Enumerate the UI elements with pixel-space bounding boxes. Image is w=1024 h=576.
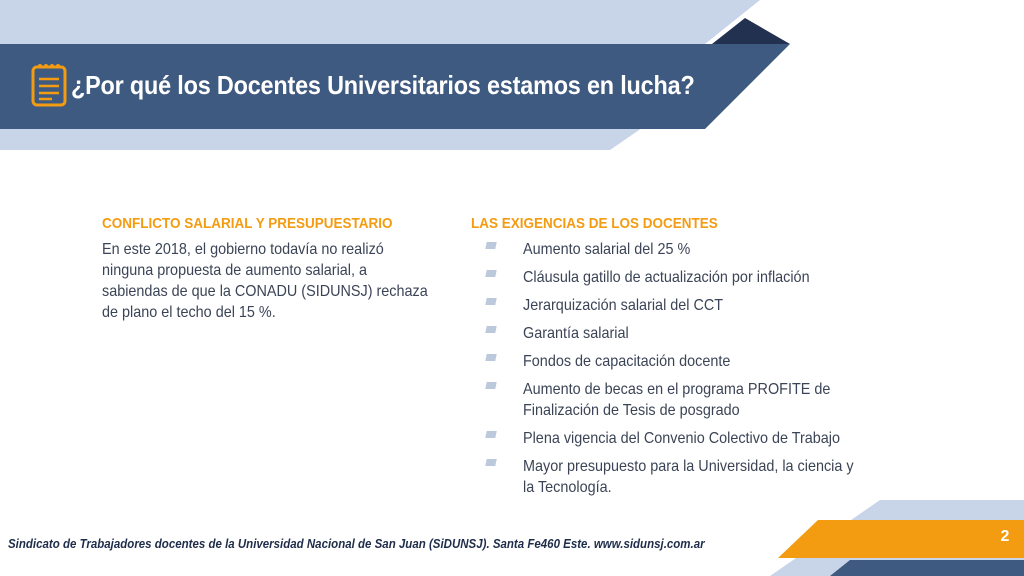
salary-conflict-paragraph: En este 2018, el gobierno todavía no realizó ninguna propuesta de aumento salarial, a sabiendas de que la CONADU (SIDUNSJ) rechaza de plano el techo del 15 %. xyxy=(102,241,428,321)
bullet-icon xyxy=(485,431,496,438)
footer-text: Sindicato de Trabajadores docentes de la Universidad Nacional de San Juan (SiDUNSJ). Santa Fe460 Este. www.sidunsj.com.ar xyxy=(8,537,705,551)
notepad-icon xyxy=(30,62,68,108)
bullet-icon xyxy=(485,459,496,466)
list-item: Fondos de capacitación docente xyxy=(471,351,871,372)
bullet-icon xyxy=(485,382,496,389)
bullet-icon xyxy=(485,354,496,361)
list-item: Aumento de becas en el programa PROFITE de Finalización de Tesis de posgrado xyxy=(471,379,871,421)
slide-title: ¿Por qué los Docentes Universitarios estamos en lucha? xyxy=(71,70,695,100)
list-item: Cláusula gatillo de actualización por inflación xyxy=(471,267,871,288)
list-item: Mayor presupuesto para la Universidad, la ciencia y la Tecnología. xyxy=(471,456,871,498)
header-light-bottom-band xyxy=(0,128,642,150)
bullet-icon xyxy=(485,270,496,277)
bullet-icon xyxy=(485,242,496,249)
header-light-band xyxy=(0,0,760,44)
salary-conflict-section xyxy=(102,215,442,323)
list-item: Aumento salarial del 25 % xyxy=(471,239,871,260)
list-item: Plena vigencia del Convenio Colectivo de Trabajo xyxy=(471,428,871,449)
list-item: Jerarquización salarial del CCT xyxy=(471,295,871,316)
bullet-icon xyxy=(485,298,496,305)
demands-section xyxy=(471,215,871,505)
list-item: Garantía salarial xyxy=(471,323,871,344)
demands-list xyxy=(471,239,871,498)
bullet-icon xyxy=(485,326,496,333)
salary-conflict-heading: CONFLICTO SALARIAL Y PRESUPUESTARIO xyxy=(102,215,393,232)
page-number-tab xyxy=(778,520,1024,558)
demands-heading: LAS EXIGENCIAS DE LOS DOCENTES xyxy=(471,215,718,232)
footer-dark-shape xyxy=(830,560,1024,576)
page-number: 2 xyxy=(1000,528,1010,545)
